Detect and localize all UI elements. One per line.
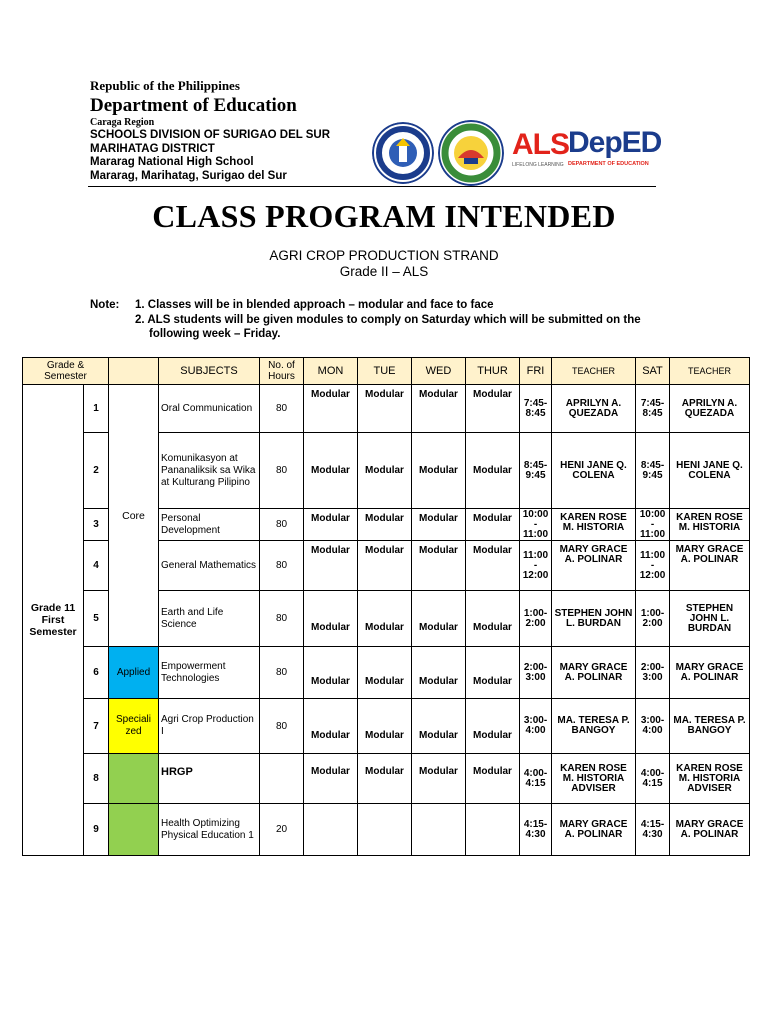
thu-cell: Modular: [466, 541, 520, 591]
sat-time-cell: 2:00- 3:00: [636, 647, 670, 699]
mon-cell: Modular: [304, 591, 358, 647]
strand-title: AGRI CROP PRODUCTION STRAND: [269, 248, 499, 263]
header-wed: WED: [412, 358, 466, 385]
als-logo-text: ALS: [512, 128, 569, 161]
mon-cell: Modular: [304, 385, 358, 433]
row-number: 7: [84, 699, 109, 754]
hours-cell: 80: [260, 591, 304, 647]
wed-cell: Modular: [412, 541, 466, 591]
deped-tagline: DEPARTMENT OF EDUCATION: [568, 161, 649, 167]
thu-cell: [466, 804, 520, 856]
header-thur: THUR: [466, 358, 520, 385]
subject-cell: General Mathematics: [159, 541, 260, 591]
fri-time-cell: 7:45- 8:45: [520, 385, 552, 433]
wed-cell: Modular: [412, 647, 466, 699]
sat-time-cell: 11:00 - 12:00: [636, 541, 670, 591]
teacher-sat-cell: MARY GRACE A. POLINAR: [670, 541, 750, 591]
division-line: SCHOOLS DIVISION OF SURIGAO DEL SUR: [90, 129, 331, 141]
sat-time-cell: 3:00- 4:00: [636, 699, 670, 754]
logo-strip: [368, 118, 668, 188]
mon-cell: Modular: [304, 754, 358, 804]
subject-cell: HRGP: [159, 754, 260, 804]
mon-cell: Modular: [304, 433, 358, 509]
table-row: [23, 754, 750, 804]
note-item-2-cont: following week – Friday.: [149, 328, 281, 340]
header-hours: No. of Hours: [260, 358, 304, 385]
teacher-sat-cell: KAREN ROSE M. HISTORIA ADVISER: [670, 754, 750, 804]
thu-cell: Modular: [466, 591, 520, 647]
header-group: [109, 358, 159, 385]
wed-cell: Modular: [412, 591, 466, 647]
subject-cell: Earth and Life Science: [159, 591, 260, 647]
teacher-cell: KAREN ROSE M. HISTORIA: [552, 509, 636, 541]
tue-cell: Modular: [358, 754, 412, 804]
wed-cell: [412, 804, 466, 856]
header-fri: FRI: [520, 358, 552, 385]
deped-seal-icon: [372, 122, 434, 184]
sat-time-cell: 1:00- 2:00: [636, 591, 670, 647]
table-row: [23, 385, 750, 433]
fri-time-cell: 4:00- 4:15: [520, 754, 552, 804]
table-row: [23, 804, 750, 856]
mon-cell: Modular: [304, 699, 358, 754]
teacher-cell: STEPHEN JOHN L. BURDAN: [552, 591, 636, 647]
thu-cell: Modular: [466, 754, 520, 804]
teacher-sat-cell: STEPHEN JOHN L. BURDAN: [670, 591, 750, 647]
wed-cell: Modular: [412, 754, 466, 804]
grade-semester-cell: Grade 11 First Semester: [23, 385, 84, 856]
hours-cell: 80: [260, 541, 304, 591]
address-line: Mararag, Marihatag, Surigao del Sur: [90, 169, 287, 182]
tue-cell: Modular: [358, 699, 412, 754]
header-tue: TUE: [358, 358, 412, 385]
wed-cell: Modular: [412, 509, 466, 541]
thu-cell: Modular: [466, 509, 520, 541]
teacher-cell: APRILYN A. QUEZADA: [552, 385, 636, 433]
tue-cell: [358, 804, 412, 856]
mon-cell: [304, 804, 358, 856]
row-number: 2: [84, 433, 109, 509]
subject-cell: Komunikasyon at Pananaliksik sa Wika at Kulturang Pilipino: [159, 433, 260, 509]
teacher-sat-cell: MARY GRACE A. POLINAR: [670, 647, 750, 699]
row-number: 3: [84, 509, 109, 541]
note-item-2: 2. ALS students will be given modules to comply on Saturday which will be submitted on the: [135, 314, 641, 326]
teacher-sat-cell: MA. TERESA P. BANGOY: [670, 699, 750, 754]
hours-cell: 80: [260, 385, 304, 433]
mon-cell: Modular: [304, 509, 358, 541]
thu-cell: Modular: [466, 385, 520, 433]
teacher-sat-cell: MARY GRACE A. POLINAR: [670, 804, 750, 856]
row-number: 6: [84, 647, 109, 699]
header-teacher-sat: TEACHER: [670, 358, 750, 385]
als-logo: [512, 130, 569, 168]
page-title: CLASS PROGRAM INTENDED: [152, 198, 616, 234]
row-number: 5: [84, 591, 109, 647]
core-group-cell: Core: [109, 385, 159, 647]
teacher-cell: HENI JANE Q. COLENA: [552, 433, 636, 509]
hours-cell: [260, 754, 304, 804]
row-number: 8: [84, 754, 109, 804]
fri-time-cell: 2:00- 3:00: [520, 647, 552, 699]
tue-cell: Modular: [358, 541, 412, 591]
als-tagline: LIFELONG LEARNING: [512, 162, 564, 168]
specialized-group-cell: Speciali zed: [109, 699, 159, 754]
row-number: 1: [84, 385, 109, 433]
hours-cell: 20: [260, 804, 304, 856]
thu-cell: Modular: [466, 699, 520, 754]
teacher-cell: MARY GRACE A. POLINAR: [552, 541, 636, 591]
sat-time-cell: 4:15- 4:30: [636, 804, 670, 856]
teacher-cell: MARY GRACE A. POLINAR: [552, 804, 636, 856]
department-line: Department of Education: [90, 95, 297, 116]
fri-time-cell: 4:15- 4:30: [520, 804, 552, 856]
teacher-sat-cell: KAREN ROSE M. HISTORIA: [670, 509, 750, 541]
subject-cell: Health Optimizing Physical Education 1: [159, 804, 260, 856]
teacher-cell: KAREN ROSE M. HISTORIA ADVISER: [552, 754, 636, 804]
hours-cell: 80: [260, 699, 304, 754]
deped-logo-text: DepED: [568, 126, 662, 159]
sat-time-cell: 10:00 - 11:00: [636, 509, 670, 541]
subject-cell: Empowerment Technologies: [159, 647, 260, 699]
table-row: [23, 699, 750, 754]
row-number: 9: [84, 804, 109, 856]
mon-cell: Modular: [304, 541, 358, 591]
table-row: [23, 647, 750, 699]
note-label: Note:: [90, 299, 120, 311]
republic-line: Republic of the Philippines: [90, 78, 240, 93]
fri-time-cell: 11:00 - 12:00: [520, 541, 552, 591]
grade-title: Grade II – ALS: [339, 264, 429, 279]
row-number: 4: [84, 541, 109, 591]
tue-cell: Modular: [358, 433, 412, 509]
fri-time-cell: 8:45- 9:45: [520, 433, 552, 509]
thu-cell: Modular: [466, 647, 520, 699]
wed-cell: Modular: [412, 433, 466, 509]
district-line: MARIHATAG DISTRICT: [90, 142, 215, 155]
tue-cell: Modular: [358, 647, 412, 699]
header-grade-semester: Grade & Semester: [23, 358, 109, 385]
tue-cell: Modular: [358, 385, 412, 433]
subject-cell: Oral Communication: [159, 385, 260, 433]
sat-time-cell: 7:45- 8:45: [636, 385, 670, 433]
teacher-sat-cell: APRILYN A. QUEZADA: [670, 385, 750, 433]
school-line: Mararag National High School: [90, 156, 254, 168]
tue-cell: Modular: [358, 509, 412, 541]
thu-cell: Modular: [466, 433, 520, 509]
sat-time-cell: 4:00- 4:15: [636, 754, 670, 804]
wed-cell: Modular: [412, 385, 466, 433]
teacher-cell: MA. TERESA P. BANGOY: [552, 699, 636, 754]
teacher-cell: MARY GRACE A. POLINAR: [552, 647, 636, 699]
deped-logo: [568, 128, 661, 167]
division-seal-icon: [438, 120, 504, 186]
applied-group-cell: Applied: [109, 647, 159, 699]
subject-cell: Agri Crop Production I: [159, 699, 260, 754]
fri-time-cell: 10:00 - 11:00: [520, 509, 552, 541]
region-line: Caraga Region: [90, 117, 155, 128]
header-divider: [88, 186, 656, 187]
subject-cell: Personal Development: [159, 509, 260, 541]
mon-cell: Modular: [304, 647, 358, 699]
table-header-row: [23, 358, 750, 385]
hours-cell: 80: [260, 433, 304, 509]
fri-time-cell: 3:00- 4:00: [520, 699, 552, 754]
wed-cell: Modular: [412, 699, 466, 754]
header-teacher: TEACHER: [552, 358, 636, 385]
note-item-1: 1. Classes will be in blended approach – modular and face to face: [135, 299, 494, 311]
sat-time-cell: 8:45- 9:45: [636, 433, 670, 509]
fri-time-cell: 1:00- 2:00: [520, 591, 552, 647]
hours-cell: 80: [260, 509, 304, 541]
hope-group-cell: [109, 804, 159, 856]
teacher-sat-cell: HENI JANE Q. COLENA: [670, 433, 750, 509]
hrgp-group-cell: [109, 754, 159, 804]
letterhead: [90, 78, 330, 183]
tue-cell: Modular: [358, 591, 412, 647]
hours-cell: 80: [260, 647, 304, 699]
class-program-table: [22, 357, 750, 856]
header-sat: SAT: [636, 358, 670, 385]
header-subjects: SUBJECTS: [159, 358, 260, 385]
header-mon: MON: [304, 358, 358, 385]
